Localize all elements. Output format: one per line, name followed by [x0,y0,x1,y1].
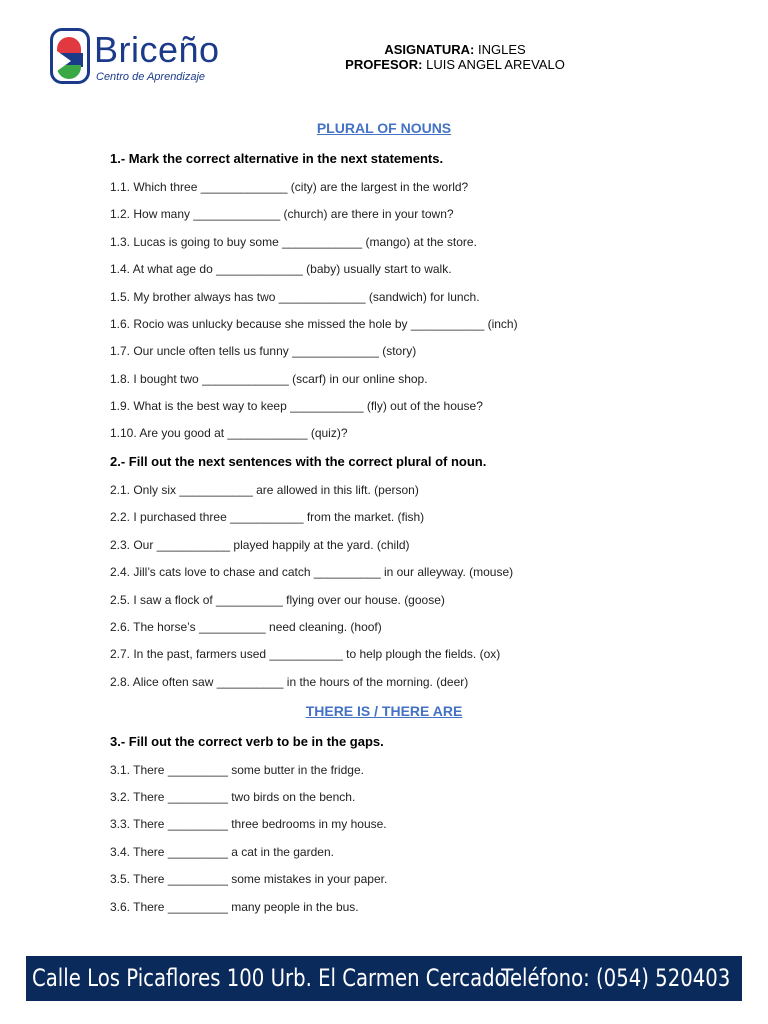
exercise-item: 2.2. I purchased three ___________ from the market. (fish) [110,510,425,524]
exercise-item: 3.3. There _________ three bedrooms in my house. [110,817,387,831]
exercise-item: 2.1. Only six ___________ are allowed in this lift. (person) [110,483,419,497]
exercise-item: 3.2. There _________ two birds on the bench. [110,790,356,804]
question-1-heading: 1.- Mark the correct alternative in the next statements. [110,151,444,166]
section-title-there-is-there-are: THERE IS / THERE ARE [305,703,463,719]
exercise-item: 3.1. There _________ some butter in the fridge. [110,763,364,777]
exercise-item: 2.8. Alice often saw __________ in the hours of the morning. (deer) [110,675,469,689]
exercise-item: 1.7. Our uncle often tells us funny _____________ (story) [110,344,417,358]
exercise-item: 2.3. Our ___________ played happily at the yard. (child) [110,538,410,552]
exercise-item: 2.7. In the past, farmers used ___________ to help plough the fields. (ox) [110,647,501,661]
briceno-logo [50,28,225,88]
exercise-item: 1.4. At what age do _____________ (baby) usually start to walk. [110,262,452,276]
exercise-item: 3.4. There _________ a cat in the garden. [110,845,334,859]
exercise-item: 1.3. Lucas is going to buy some ____________ (mango) at the store. [110,235,477,249]
exercise-item: 2.6. The horse’s __________ need cleaning. (hoof) [110,620,382,634]
teacher-value: LUIS ANGEL AREVALO [426,57,565,72]
subject-value: INGLES [477,42,526,57]
exercise-item: 1.1. Which three _____________ (city) are the largest in the world? [110,180,469,194]
exercise-item: 3.6. There _________ many people in the bus. [110,900,359,914]
question-2-heading: 2.- Fill out the next sentences with the correct plural of noun. [110,454,487,469]
subject-label: ASIGNATURA: [384,42,475,57]
exercise-item: 2.5. I saw a flock of __________ flying over our house. (goose) [110,593,445,607]
logo-subtitle: Centro de Aprendizaje [96,71,206,83]
exercise-item: 1.9. What is the best way to keep ___________ (fly) out of the house? [110,399,483,413]
exercise-item: 1.5. My brother always has two _____________ (sandwich) for lunch. [110,290,480,304]
exercise-item: 2.4. Jill’s cats love to chase and catch __________ in our alleyway. (mouse) [110,565,514,579]
teacher-label: PROFESOR: [345,57,423,72]
footer-phone: Teléfono: (054) 520403 [500,964,730,992]
logo-mark-icon [50,28,90,84]
question-3-heading: 3.- Fill out the correct verb to be in the gaps. [110,734,384,749]
header-info [300,42,610,72]
section-title-plural-of-nouns: PLURAL OF NOUNS [316,120,452,136]
exercise-item: 3.5. There _________ some mistakes in your paper. [110,872,388,886]
exercise-item: 1.10. Are you good at ____________ (quiz)? [110,426,348,440]
footer-address: Calle Los Picaflores 100 Urb. El Carmen Cercado [32,964,507,992]
footer-banner [26,956,742,1001]
logo-name: Briceño [94,29,220,70]
exercise-item: 1.2. How many _____________ (church) are there in your town? [110,207,454,221]
exercise-item: 1.6. Rocio was unlucky because she missed the hole by ___________ (inch) [110,317,518,331]
exercise-item: 1.8. I bought two _____________ (scarf) in our online shop. [110,372,428,386]
